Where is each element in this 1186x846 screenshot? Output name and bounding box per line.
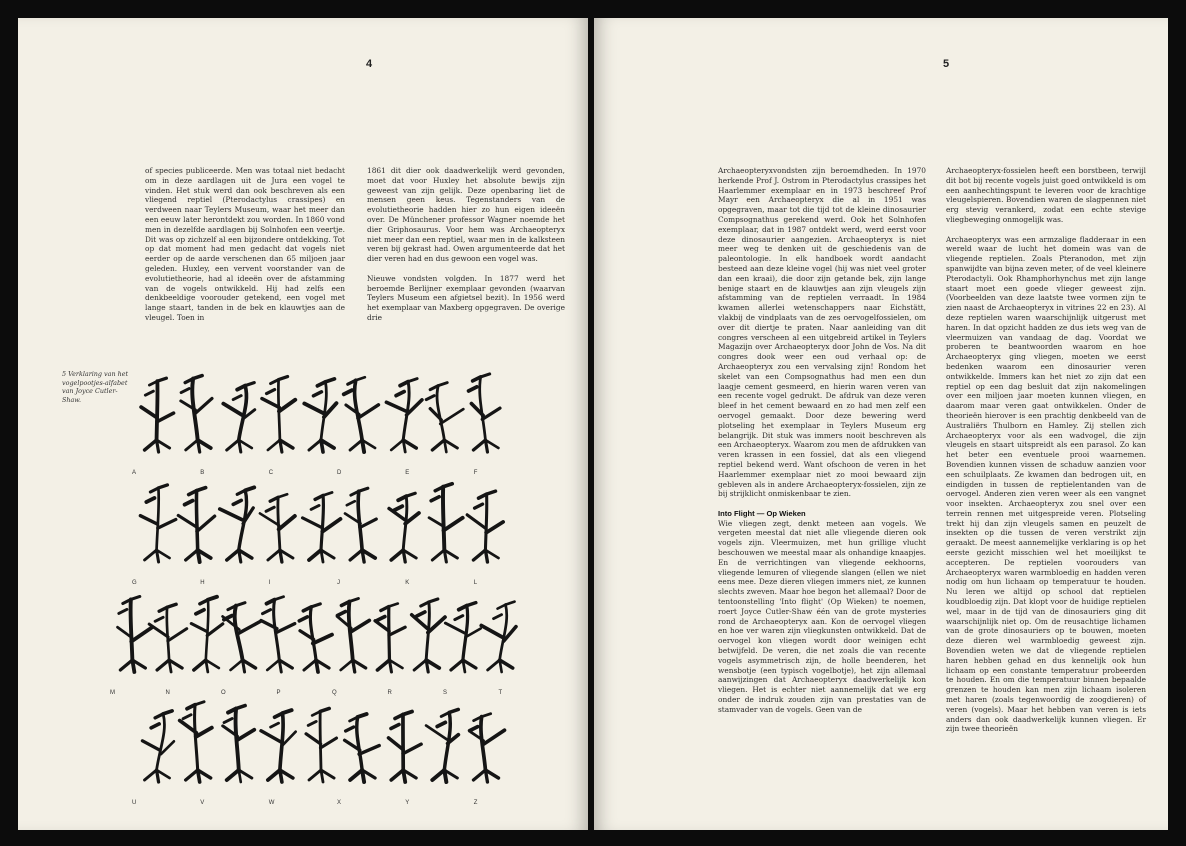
bird-foot-glyph: [467, 491, 503, 562]
alphabet-letter-label: G: [132, 580, 137, 586]
bird-foot-glyph: [445, 603, 480, 672]
bird-foot-glyph: [344, 377, 379, 452]
page-number: 4: [366, 58, 373, 70]
paragraph: of species publiceerde. Men was totaal niet bedacht om in deze aardlagen uit de Jura een vogel te vinden. Het stuk werd dan ook beschreven als een vliegend reptiel (Pterodactylus crassipes) en verdween naar Teylers Museum, waar het meer dan een eeuw later herontdekt zou worden. In 1860 vond men in dezelfde aardlagen bij Solnhofen een veertje. Dit was op zichzelf al een bijzondere ontdekking. Tot op dat moment had men gedacht dat vogels niet eerder op de aarde verschenen dan 65 miljoen jaar geleden. Huxley, een vervent voorstander van de evolutietheorie, had al ideeën over de afstamming van de vogels ontwikkeld. Hij had zelfs een denkbeeldige voorouder getekend, een vogel met lange staart, tanden in de bek en klauwtjes aan de vleugel. Toen in: [145, 166, 345, 322]
alphabet-letter-label: O: [221, 690, 226, 696]
bird-foot-glyph: [429, 484, 463, 562]
section-heading: Into Flight — Op Wieken: [718, 508, 806, 518]
bird-foot-glyph: [149, 604, 187, 672]
bird-foot-glyph: [260, 494, 295, 562]
bird-foot-glyph: [261, 597, 295, 672]
alphabet-letter-label: I: [268, 580, 271, 586]
bird-foot-glyph: [470, 714, 505, 782]
bird-foot-glyph: [337, 598, 369, 672]
paragraph: Archaeopteryxvondsten zijn beroemdheden. In 1970 herkende Prof J. Ostrom in Pterodactylus crassipes het Haarlemmer exemplaar en in 1973 beschreef Prof Mayr een Archaeopteryx die al in 1951 was opgegraven, maar tot die tijd tot de kleine dinosaurier Compsognathus gerekend werd. Ook het Solnhofen exemplaar, dat in 1987 ontdekt werd, werd eerst voor deze dinosaurier aangezien. Archaeopteryx is niet meer weg te denken uit de geschiedenis van de paleontologie. In elk handboek wordt aandacht besteed aan deze kleine vogel (hij was niet veel groter dan een kraai), die door zijn getande bek, zijn lange benige staart en de klauwtjes aan zijn vleugels zijn afstamming van de reptielen verraadt. In 1984 kwamen allerlei wetenschappers naar Eichstätt, vlakbij de vindplaats van de zes oervogelfossielen, om over dit diertje te praten. Naar aanleiding van dit congres verscheen al een uitgebreid artikel in Teylers Magazijn over Archaeopteryx door John de Vos. Na dit congres dook weer een oud verhaal op: de Archaeopteryx zou een vervalsing zijn! Rondom het skelet van een Compsognathus had men een dun laagje cement gesmeerd, en hierin waren veren van een recente vogel gedrukt. De afdruk van deze veren bleef in het cement bewaard en zo had men zelf een oervogel gemaakt. Door deze bewering werd plotseling het exemplaar in Teylers Museum erg belangrijk. Dit stuk was immers nooit beschreven als een Archaeopteryx. Waarom zou men de afdrukken van veren krassen in een fossiel, dat als een vliegend reptiel bekend werd. Want ofschoon de veren in het Haarlemmer exemplaar niet zo mooi bewaard zijn gebleven als in andere Archaeopteryx-fossielen, zijn ze bij strijklicht onmiskenbaar te zien.: [718, 166, 926, 499]
left-page: [18, 18, 588, 830]
paragraph: Nieuwe vondsten volgden. In 1877 werd het beroemde Berlijner exemplaar gevonden (waarvan Teylers Museum een afgietsel bezit). In 1956 werd het exemplaar van Maxberg opgegraven. De overige drie: [367, 273, 565, 322]
alphabet-letter-label: J: [337, 580, 340, 586]
alphabet-letter-label: L: [473, 580, 478, 586]
bird-foot-glyph: [180, 702, 212, 782]
bird-foot-glyph: [412, 599, 445, 672]
bird-foot-glyph: [389, 493, 419, 562]
text-column-1: [718, 166, 926, 724]
alphabet-letter-label: K: [405, 580, 410, 586]
bird-foot-glyph: [223, 706, 255, 782]
alphabet-letter-label: V: [200, 800, 205, 806]
bird-feet-alphabet-figure: [18, 18, 588, 830]
bird-foot-glyph: [426, 709, 458, 782]
bird-foot-glyph: [118, 596, 152, 672]
bird-foot-glyph: [388, 712, 421, 782]
bird-foot-glyph: [306, 708, 336, 782]
bird-foot-glyph: [304, 379, 336, 452]
alphabet-letter-label: N: [165, 690, 170, 696]
alphabet-letter-label: C: [268, 470, 274, 476]
bird-foot-glyph: [481, 602, 516, 672]
bird-foot-glyph: [140, 485, 175, 562]
alphabet-letter-label: R: [387, 690, 392, 696]
alphabet-letter-label: Y: [405, 800, 410, 806]
bird-foot-glyph: [426, 383, 463, 452]
bird-foot-glyph: [345, 714, 380, 782]
paragraph: 1861 dit dier ook daadwerkelijk werd gevonden, moet dat voor Huxley het absolute bewijs zijn geweest van zijn gelijk. Deze openbaring liet de mensen geen keus. Tegenstanders van de evolutietheorie hadden hier zo hun eigen ideeën over. De Münchener professor Wagner noemde het dier Griphosaurus. Voor hem was Archaeopteryx niet meer dan een reptiel, waar men in de kalksteen veren bij gekrast had. Owen argumenteerde dat het dier veren had en dus gewoon een vogel was.: [367, 166, 565, 264]
right-page: [594, 18, 1168, 830]
bird-foot-glyph: [223, 603, 261, 672]
paragraph: Archaeopteryx-fossielen heeft een borstbeen, terwijl dit bot bij recente vogels juist goed ontwikkeld is om een aanhechtingspunt te leveren voor de krachtige vleugelspieren. Bovendien waren de slagpennen niet erg stevig verankerd, zodat een echte stevige vliegbeweging onmogelijk was.: [946, 166, 1146, 224]
alphabet-letter-label: T: [498, 690, 503, 696]
alphabet-letter-label: W: [268, 800, 275, 806]
text-column-2: [946, 166, 1146, 744]
paragraph: Archaeopteryx was een armzalige fladderaar in een wereld waar de lucht het domein was van de vliegende reptielen. Zoals Pteranodon, met zijn spanwijdte van bijna zeven meter, of de veel kleinere Pterodactyli. Ook Rhamphorhynchus met zijn lange staart moet een goede vlieger geweest zijn. (Voorbeelden van deze laatste twee vormen zijn te zien naast de Archaeopteryx in vitrines 22 en 23). Al deze reptielen waren waarschijnlijk uitgerust met haren. In dat opzicht hadden ze dus iets weg van de vleermuizen van vandaag de dag. Voordat we proberen te beantwoorden waarom en hoe Archaeopteryx ging vliegen, moeten we eerst bedenken waarom een dinosaurier veren ontwikkelde. Immers kan het niet zo zijn dat een reptiel op een dag besluit dat zijn nakomelingen over een miljoen jaar moeten kunnen vliegen, en daarom maar veren gaat ontwikkelen. Onder de theorieën hierover is een prachtig denkbeeld van de Australiërs Thulborn en Hamley. Zij stellen zich Archaeopteryx voor als een wadvogel, die zijn vleugels en staart uitspreidt als een parasol. Zo kan het beter een eventuele prooi waarnemen. Bovendien kunnen vissen de schaduw aanzien voor een schuilplaats. Ze kwamen dan bedrogen uit, en eindigden in tussen de reptielentanden van de oervogel. Anderen zien veren weer als een vangnet voor insekten. Archaeopteryx zou snel over een terrein rennen met uitgespreide veren. Plotseling trekt hij dan zijn vleugels samen en peuzelt de insekten op die tussen de veren verstrikt zijn geraakt. De meest aannemelijke verklaring is op het eerste gezicht misschien wel het moeilijkst te accepteren. De reptielen voorouders van Archaeopteryx waren warmbloedig en hadden veren nodig om hun lichaam op temperatuur te houden. Nu leren we altijd op school dat reptielen koudbloedig zijn. Dat klopt voor de huidige reptielen wel, maar in de tijd van de dinosauriers ging dit waarschijnlijk niet op. Om de reusachtige lichamen van de grote dinosauriers op te bouwen, moeten deze dieren wel warmbloedig geweest zijn. Bovendien weten we dat de vliegende reptielen haren hebben gehad en dus kennelijk ook hun lichaam op een constante temperatuur probeerden te houden. En om die temperatuur binnen bepaalde grenzen te houden kan men zijn lichaam isoleren met haren (zoals tegenwoordig de zoogdieren) of veren (vogels). Maar het hebben van veren is iets anders dan ook daadwerkelijk kunnen vliegen. Er zijn twee theorieën: [946, 234, 1146, 734]
alphabet-letter-label: S: [443, 690, 448, 696]
alphabet-letter-label: D: [337, 470, 342, 476]
bird-foot-glyph: [141, 378, 174, 452]
bird-foot-glyph: [181, 376, 212, 452]
bird-foot-glyph: [469, 374, 500, 452]
alphabet-letter-label: X: [337, 800, 342, 806]
bird-foot-glyph: [262, 377, 295, 452]
alphabet-letter-label: M: [110, 690, 115, 696]
bird-foot-glyph: [178, 488, 214, 562]
alphabet-letter-label: U: [132, 800, 137, 806]
alphabet-letter-label: A: [132, 470, 137, 476]
alphabet-letter-label: P: [276, 690, 281, 696]
bird-foot-glyph: [191, 597, 222, 672]
bird-foot-glyph: [386, 379, 422, 452]
paragraph: Wie vliegen zegt, denkt meteen aan vogels. We vergeten meestal dat niet alle vliegende dieren ook vogels zijn. Vleermuizen, met hun grillige vlucht beschouwen we meestal maar als onhandige knaapjes. En de verrichtingen van vliegende eekhoorns, vliegende lemuren of vliegende slangen (ellen we niet eens mee. Deze dieren vliegen immers niet, ze kunnen slechts zweven. Maar hoe begon het allemaal? Door de tentoonstelling 'Into flight' (Op Wieken) te noemen, roert Joyce Cutler-Shaw één van de grote mysteries rond de Archaeopteryx aan. Kon de oervogel vliegen en hoe ver waren zijn vliegkunsten ontwikkeld. Dat de oervogel kon vliegen wordt door weinigen echt betwijfeld. De veren, die net zoals die van recente vogels asymmetrisch zijn, de holle beenderen, het wensbotje (een typisch vogelbotje), het zijn allemaal aanwijzingen dat Archaeopteryx daadwerkelijk kon vliegen. Het is echter niet aannemelijk dat we erg onder de indruk zouden zijn van prestaties van de stamvader van de vogels. Geen van de: [718, 518, 926, 714]
bird-foot-glyph: [375, 604, 405, 672]
bird-foot-glyph: [142, 711, 174, 782]
figure-caption: 5 Verklaring van het vogelpootjes-alfabet van Joyce Cutler-Shaw.: [62, 370, 129, 404]
alphabet-letter-label: E: [405, 470, 410, 476]
page-number: 5: [943, 58, 950, 70]
bird-foot-glyph: [303, 492, 341, 562]
bird-foot-glyph: [261, 710, 296, 782]
bird-foot-glyph: [299, 604, 332, 672]
alphabet-letter-label: H: [200, 580, 205, 586]
alphabet-letter-label: B: [200, 470, 205, 476]
alphabet-letter-label: F: [473, 470, 478, 476]
bird-foot-glyph: [223, 383, 254, 452]
bird-foot-glyph: [220, 487, 254, 562]
bird-foot-glyph: [345, 488, 376, 562]
alphabet-letter-label: Q: [332, 690, 337, 696]
alphabet-letter-label: Z: [473, 800, 478, 806]
